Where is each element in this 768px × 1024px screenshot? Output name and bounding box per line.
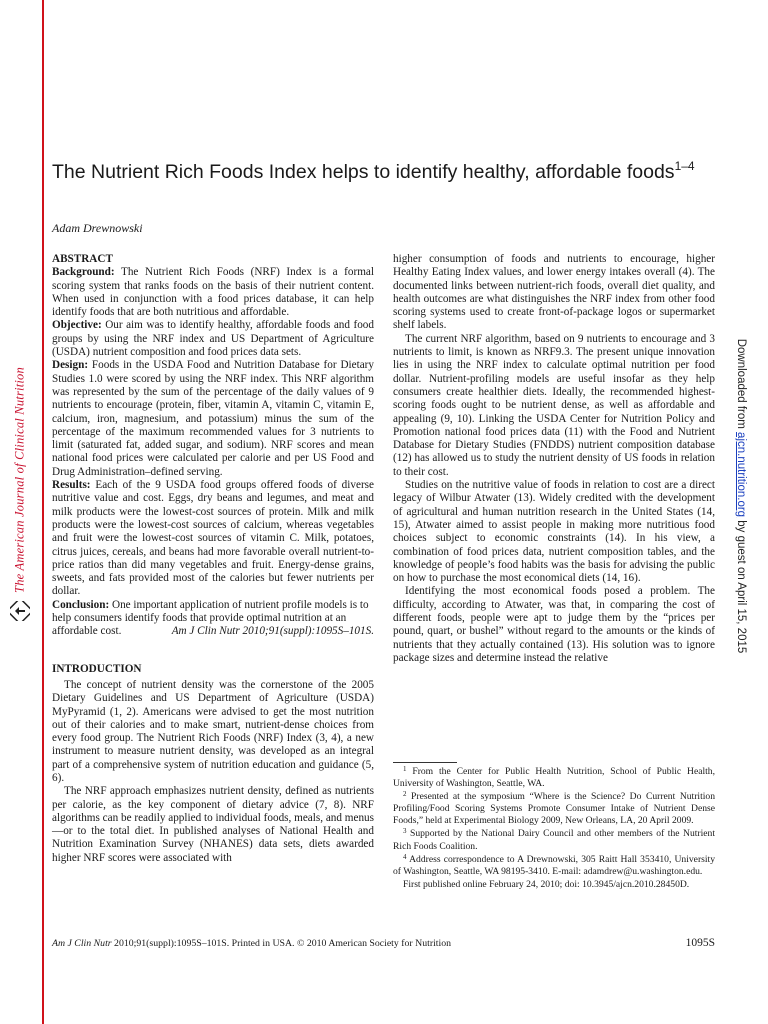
footnote — [393, 766, 715, 790]
footnote — [393, 854, 715, 878]
intro-paragraph: The NRF approach emphasizes nutrient density, defined as nutrients per calorie, as the key component of dietary advice (7, 8). NRF algorithms can be readily applied to individual foods, meals, and menus—or to the total diet. In published analyses of National Health and Nutrition Examination Survey (NHANES) data sets, diets awarded higher NRF scores were associated with — [52, 785, 374, 864]
article-title — [52, 160, 702, 184]
abstract-text: One important application of nutrient profile models is to help consumers identify foods that provide optimal nutrition at an affordable cost. — [52, 598, 369, 638]
author-name: Adam Drewnowski — [52, 221, 143, 235]
footnote-rule — [393, 762, 457, 763]
footnote-text: Supported by the National Dairy Council and other members of the Nutrient Rich Foods Coalition. — [393, 828, 715, 852]
footnotes — [393, 766, 715, 892]
introduction-heading: INTRODUCTION — [52, 662, 142, 675]
title-footnote-marks: 1–4 — [674, 159, 695, 173]
intro-paragraph: The concept of nutrient density was the cornerstone of the 2005 Dietary Guidelines and US Department of Agriculture (USDA) MyPyramid (1, 2). Americans were advised to get the most nutrition out of their calories and to make smart, nutrient-dense choices from every food group. The Nutrient Rich Foods (NRF) Index (3, 4), a new instrument to measure nutrient density, was developed as an integral part of a comprehensive system of nutrition education and guidance (5, 6). — [52, 678, 374, 784]
abstract-text: Each of the 9 USDA food groups offered foods of diverse nutritive value and cost. Eggs, dry beans and legumes, and meat and milk products were the lowest-cost sources of protein. Milk and milk products were the lowest-cost sources of calcium, whereas vegetables and fruit were the lowest-cost sources of vitamin C. Milk, potatoes, citrus juices, cereals, and beans had more favorable overall nutrient-to-price ratios than did many vegetables and fruit. Energy-dense grains, sweets, and fats provided most of the calories but fewer nutrients per dollar. — [52, 479, 374, 598]
footnote-text: Presented at the symposium “Where is the Science? Do Current Nutrition Profiling/Food Scoring Systems Promote Consumer Intake of Nutrient Dense Foods,” held at Experimental Biology 2009, New Orleans, LA, 20 April 2009. — [393, 791, 715, 827]
abstract-citation: Am J Clin Nutr 2010;91(suppl):1095S–101S. — [171, 625, 374, 638]
margin-rule — [42, 0, 44, 1024]
right-column — [393, 253, 715, 665]
body-paragraph: The current NRF algorithm, based on 9 nutrients to encourage and 3 nutrients to limit, is known as NRF9.3. The present unique innovation lies in using the NRF index to calculate optimal nutrition per food dollar. Nutrient-profiling models are useful insofar as they help consumers create healthier diets. Ideally, the recommended highest-scoring foods ought to be nutrient dense, as well as affordable and appealing (9, 10). Linking the USDA Center for Nutrition Policy and Promotion national food prices data (11) with the Food and Nutrient Database for Dietary Studies (FNDDS) nutrient composition database (12) has allowed us to study the nutrient density of US foods in relation to their cost. — [393, 332, 715, 478]
abstract-label: Design: — [52, 359, 89, 372]
left-column — [52, 253, 374, 865]
footnote-mark: 1 — [403, 765, 407, 773]
footnote-text: First published online February 24, 2010; doi: 10.3945/ajcn.2010.28450D. — [403, 878, 690, 890]
abstract-heading: ABSTRACT — [52, 253, 113, 265]
body-paragraph: Studies on the nutritive value of foods in relation to cost are a direct legacy of Wilbur Atwater (13). Widely credited with the development of agricultural and human nutrition research in the United States (14, 15), Atwater aimed to assist people in making more nutritious food choices subject to economic constraints (14). In his view, a combination of food prices data, nutrient composition tables, and the knowledge of people’s food habits was the basis for advising the public on how to purchase the most economical diets (14, 16). — [393, 479, 715, 585]
abstract-text: The Nutrient Rich Foods (NRF) Index is a formal scoring system that ranks foods on the basis of their nutrient content. When used in conjunction with a food prices database, it can help identify foods that are both nutritious and affordable. — [52, 266, 374, 319]
abstract-label: Objective: — [52, 319, 102, 332]
download-link[interactable]: ajcn.nutrition.org — [735, 432, 747, 518]
footnote-text: From the Center for Public Health Nutrition, School of Public Health, University of Washington, Seattle, WA. — [393, 766, 715, 790]
abstract-background — [52, 266, 374, 319]
footnote-published — [393, 879, 715, 891]
ajcn-logo-icon — [10, 601, 30, 621]
footnote-text: Address correspondence to A Drewnowski, 305 Raitt Hall 353410, University of Washington, Seattle, WA 98195-3410. E-mail: adamdrew@u.washington.edu. — [393, 853, 715, 877]
abstract-design — [52, 359, 374, 479]
journal-name-vertical: The American Journal of Clinical Nutrition — [12, 367, 27, 593]
footnote-mark: 2 — [403, 790, 407, 799]
body-paragraph: higher consumption of foods and nutrients to encourage, higher Healthy Eating Index values, and lower energy intakes overall (4). The documented links between nutrient-rich foods, overall diet quality, and health outcomes are what distinguishes the NRF index from other food scoring systems used to create front-of-package logos or supermarket shelf labels. — [393, 253, 715, 332]
footnote — [393, 828, 715, 852]
abstract-text: Foods in the USDA Food and Nutrition Database for Dietary Studies 1.0 were scored by using the NRF index. This NRF algorithm was represented by the sum of the percentage of the daily values of 9 nutrients to encourage (protein, fiber, vitamin A, vitamin C, vitamin E, calcium, iron, magnesium, and potassium) minus the sum of the percentage of the maximum recommended values for 3 nutrients to limit (saturated fat, added sugar, and sodium). NRF scores and mean national food prices were calculated per calorie and per US Food and Drug Administration–defined serving. — [52, 359, 374, 478]
footer-citation — [52, 938, 451, 949]
download-suffix: by guest on April 15, 2015 — [735, 517, 747, 654]
abstract-text: Our aim was to identify healthy, affordable foods and food groups by using the NRF index and US Department of Agriculture (USDA) nutrient composition and food prices data sets. — [52, 319, 374, 359]
body-paragraph: Identifying the most economical foods posed a problem. The difficulty, according to Atwater, was that, in comparing the cost of different foods, people were apt to judge them by the “prices per pound, quart, or bushel” without regard to the amounts or the kinds of nutrients that they actually contained (13). His solution was to ignore package sizes and determine instead the relative — [393, 585, 715, 664]
footnote — [393, 791, 715, 827]
download-note — [735, 339, 747, 654]
footer-journal: Am J Clin Nutr — [52, 938, 112, 949]
footnote-mark: 4 — [403, 852, 407, 861]
page-number: 1095S — [685, 937, 715, 949]
page-footer — [52, 937, 715, 949]
download-prefix: Downloaded from — [735, 338, 747, 433]
abstract-label: Background: — [52, 266, 115, 279]
abstract-objective — [52, 319, 374, 359]
abstract-conclusion — [52, 599, 374, 639]
footer-citation-text: 2010;91(suppl):1095S–101S. Printed in USA. © 2010 American Society for Nutrition — [111, 938, 452, 949]
article-title-text: The Nutrient Rich Foods Index helps to identify healthy, affordable foods — [52, 161, 675, 183]
abstract-label: Results: — [52, 479, 91, 492]
footnote-mark: 3 — [403, 827, 407, 836]
abstract-label: Conclusion: — [52, 598, 110, 611]
abstract-results — [52, 479, 374, 599]
